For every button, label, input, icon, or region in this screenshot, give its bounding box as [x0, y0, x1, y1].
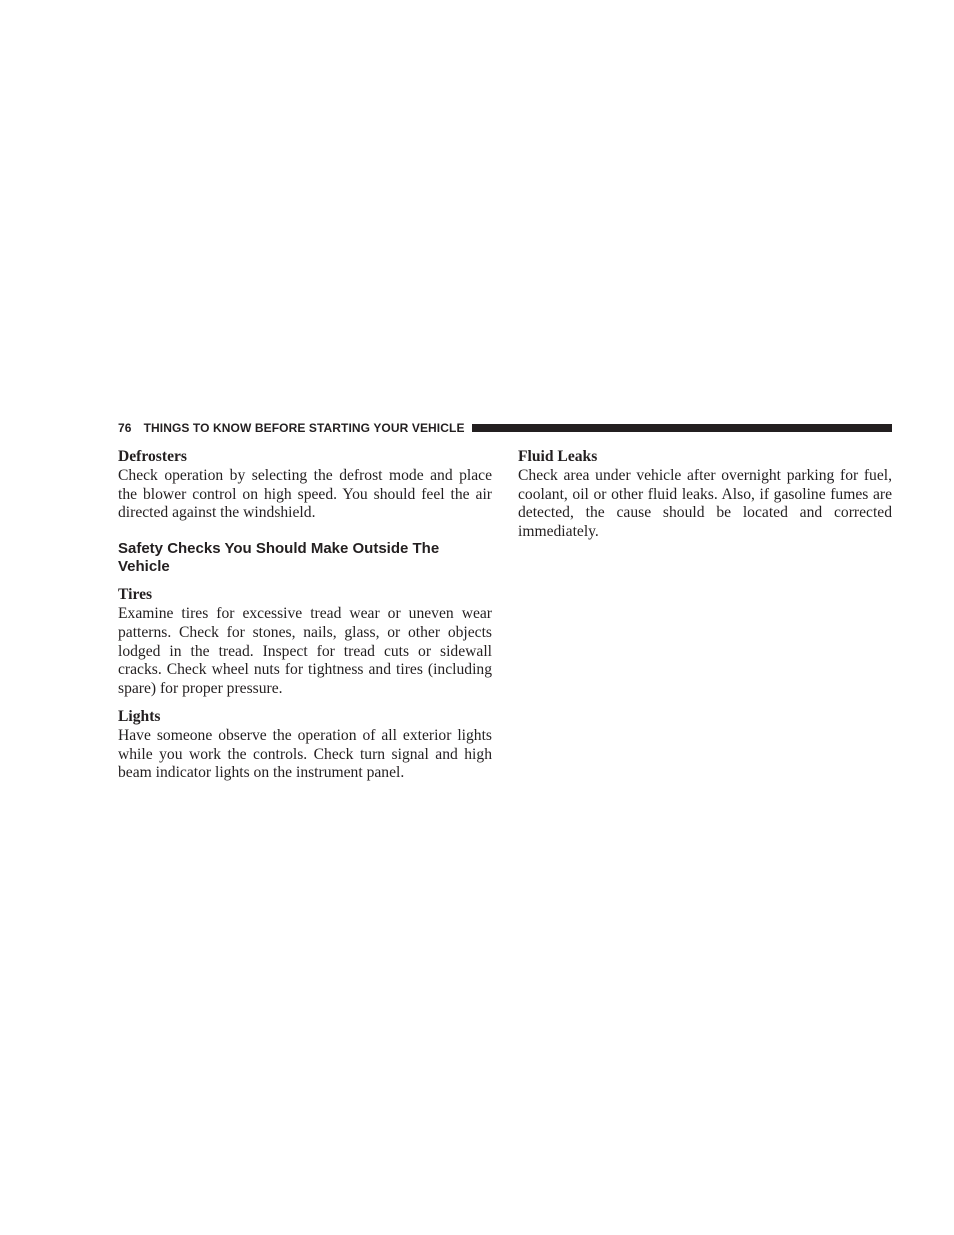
fluid-leaks-title: Fluid Leaks — [518, 448, 598, 465]
lights-title: Lights — [118, 707, 161, 725]
right-column — [518, 448, 892, 551]
defrosters-section — [118, 448, 492, 523]
header-rule — [472, 424, 892, 432]
fluid-leaks-section — [518, 448, 892, 542]
running-section-title: THINGS TO KNOW BEFORE STARTING YOUR VEHICLE — [143, 420, 465, 435]
lights-text: Have someone observe the operation of all exterior lights while you work the controls. Check turn signal and high beam indicator lights on the instrument panel. — [118, 726, 492, 782]
tires-title: Tires — [118, 586, 153, 604]
lights-section — [118, 708, 492, 783]
safety-checks-heading: Safety Checks You Should Make Outside The Vehicle — [118, 540, 440, 576]
left-column — [118, 448, 492, 792]
fluid-leaks-text: Check area under vehicle after overnight parking for fuel, coolant, oil or other fluid leaks. Also, if gasoline fumes are detected, the cause should be located and corrected immediately. — [518, 466, 892, 541]
tires-section — [118, 586, 492, 699]
page-header — [118, 420, 892, 435]
defrosters-text: Check operation by selecting the defrost mode and place the blower control on high speed. You should feel the air directed against the windshield. — [118, 466, 492, 522]
defrosters-title: Defrosters — [118, 448, 187, 465]
page-number: 76 — [118, 420, 132, 435]
tires-text: Examine tires for excessive tread wear or uneven wear patterns. Check for stones, nails, glass, or other objects lodged in the tread. Inspect for tread cuts or sidewall cracks. Check wheel nuts for tightness and tires (including spare) for proper pressure. — [118, 604, 492, 698]
